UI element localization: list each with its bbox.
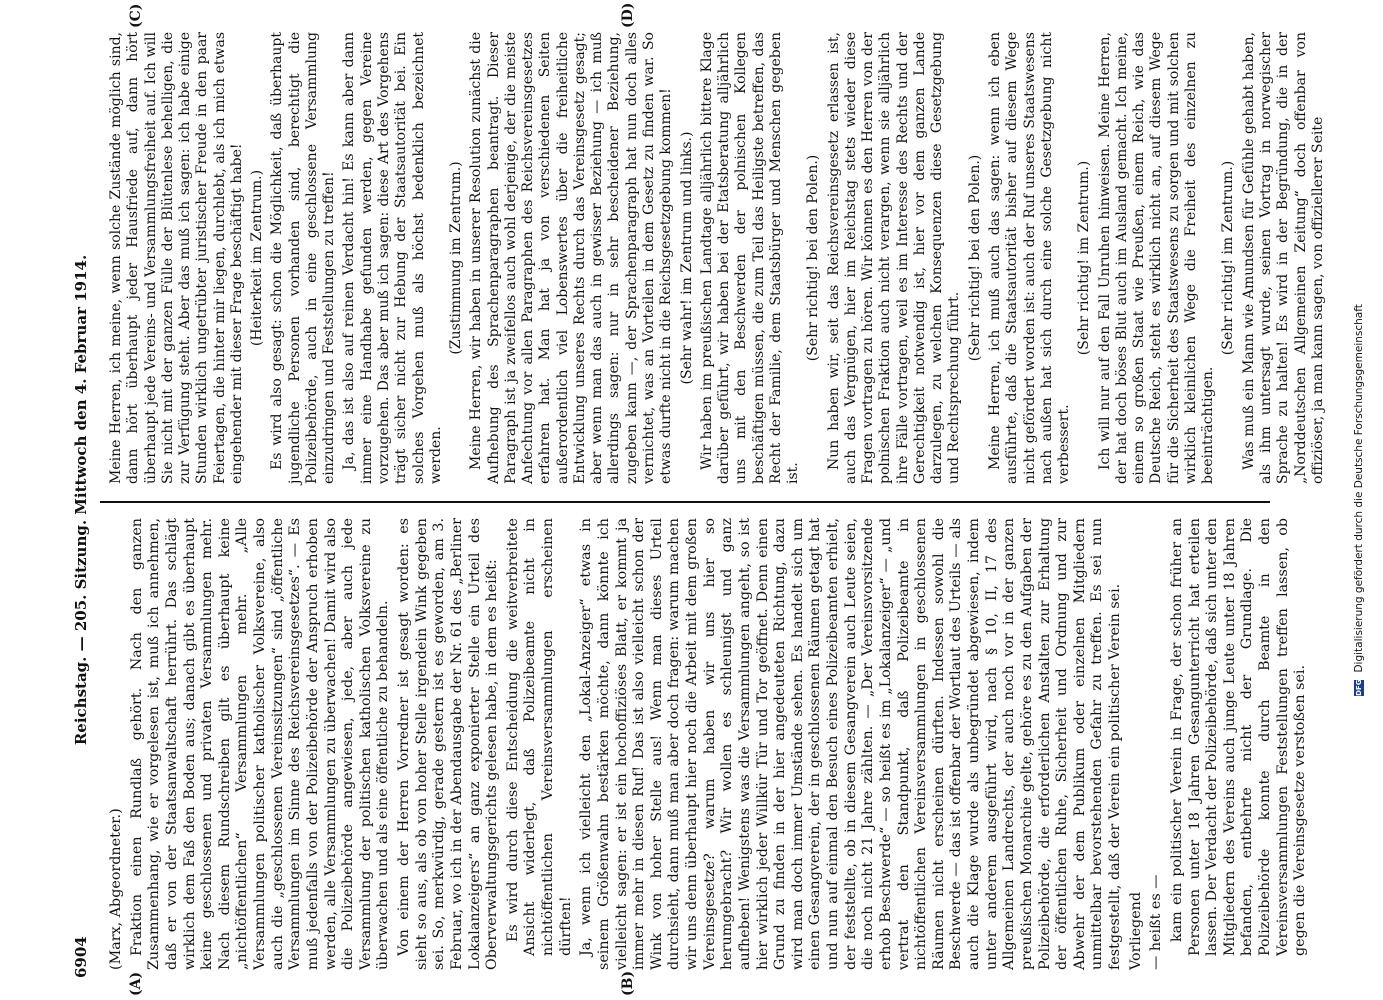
page-number: 6904 bbox=[72, 936, 90, 978]
right-column-paragraph: (Sehr richtig! im Zentrum.) bbox=[1220, 160, 1237, 356]
left-column-paragraph: Vorliegend bbox=[1127, 891, 1144, 970]
right-column-paragraph: Wir haben im preußischen Landtage alljährlich bittere Klage darüber geführt, wir haben bei der Etatsberatung alljährlich uns mit den Beschwerden der polnischen Kollegen beschäftigen müssen, die zum Teil das Heiligste betreffen, das Recht der Familie, dem Staatsbürger und Menschen gegeben ist. bbox=[698, 32, 802, 484]
left-column-paragraph: — heißt es — bbox=[1148, 874, 1165, 970]
right-column-paragraph: Was muß ein Mann wie Amundsen für Gefühle gehabt haben, als ihm untersagt wurde, seinen Vortrag in norwegischer Sprache zu halten! Es wird in der Begründung, die in der „Norddeutschen Allgemeinen Zeitung“ doch offenbar von offiziöser, ja man kann sagen, von offiziellerer Seite bbox=[1240, 32, 1326, 484]
footer-credit bbox=[1353, 0, 1365, 1000]
right-column-paragraph: (Sehr wahr! im Zentrum und links.) bbox=[678, 131, 695, 385]
right-column-paragraph: Ich will nur auf den Fall Unruhen hinweisen. Meine Herren, der hat doch böses Blut auch im Ausland gemacht. Ich meine, einem so großen Staat wie Preußen, einem Reich, wie das Deutsche Reich, steht es wirklich nicht an, auf diesem Wege für die Sicherheit des Staatswesens zu sorgen und mit solchen wirklich kleinlichen Wege die Freiheit des einzelnen zu beeinträchtigen. bbox=[1096, 32, 1217, 484]
right-column-paragraph: (Zustimmung im Zentrum.) bbox=[448, 161, 465, 355]
left-column-paragraph: Fraktion einen Rundlaß gehört. Nach den ganzen Zusammenhang, wie er vorgelesen ist, muß ich annehmen, daß er von der Staatsanwaltschaft herrührt. Das schlägt wirklich dem Faß den Boden aus; danach gibt es überhaupt keine geschlossenen und privaten Versammlungen mehr. Nach diesem Rundschreiben gilt es überhaupt keine „nichtöffentlichen“ Versammlungen mehr. „Alle Versammlungen politischer katholischer Volksvereine, also auch die „geschlossenen Vereinssitzungen“ sind „öffentliche Versammlungen im Sinne des Reichsvereinsgesetzes“. — Es muß jedenfalls von der Polizeibehörde der Anspruch erhoben werden, alle Versammlungen zu überwachen! Damit wird also die Polizeibehörde angewiesen, jede, aber auch jede Versammlung der politischen katholischen Volksvereine zu überwachen und als eine öffentliche zu behandeln. bbox=[128, 518, 392, 970]
right-column-paragraph: (Sehr richtig! bei den Polen.) bbox=[966, 154, 983, 362]
right-column-paragraph: (Heiterkeit im Zentrum.) bbox=[249, 169, 266, 347]
dfg-logo-icon: DFG bbox=[1355, 679, 1363, 696]
left-column-paragraph: Ja, wenn ich vielleicht den „Lokal-Anzeiger“ etwas in seinem Größenwahn bestärken möchte, dann könnte ich vielleicht sagen: er ist ein hochoffiziöses Blatt, er kommt ja immer mehr in diesen Ruf! Das ist also vielleicht schon der Wink von hoher Stelle aus! Wenn man dieses Urteil durchsieht, dann muß man aber doch fragen: warum machen wir uns denn überhaupt hier noch die Arbeit mit dem großen Vereinsgesetze? warum haben wir uns hier so herumgebracht? Wir wollen es schleunigst und ganz aufheben! Wenigstens was die Versammlungen angeht, so ist hier wirklich jeder Willkür Tür und Tor geöffnet. Denn einen Grund zu finden in der hier angedeuteten Richtung, dazu wird man doch immer Umstände sehen. Es handelt sich um einen Gesangverein, der in geschlossenen Räumen getagt hat und nun auf einmal den Besuch eines Polizeibeamten erhielt, der feststellte, ob in diesem Gesangverein auch Leute seien, die noch nicht 21 Jahre zählten. — „Der Vereinsvorsitzende erhob Beschwerde“ — so heißt es im „Lokalanzeiger“ — „und vertrat den Standpunkt, daß Polizeibeamte in nichtöffentlichen Vereinsversammlungen in geschlossenen Räumen nicht erscheinen dürften. Indessen sowohl die Beschwerde — das ist offenbar der Wortlaut des Urteils — als auch die Klage wurde als unbegründet abgewiesen, indem unter anderem ausgeführt wird, nach § 10, II, 17 des Allgemeinen Landrechts, der auch noch vor in der ganzen preußischen Monarchie gelte, gehöre es zu den Aufgaben der Polizeibehörde, die erforderlichen Anstalten zur Erhaltung der öffentlichen Ruhe, Sicherheit und Ordnung und zur Abwehr der dem Publikum oder einzelnen Mitgliedern unmittelbar bevorstehenden Gefahr zu treffen. Es sei nun festgestellt, daß der Verein ein politischer Verein sei. bbox=[578, 518, 1123, 970]
margin-marker-d: (D) bbox=[620, 2, 636, 28]
right-column-paragraph: Meine Herren, wir haben in unserer Resolution zunächst die Aufhebung des Sprachenparagraphen beantragt. Dieser Paragraph ist ja zweifellos auch wohl derjenige, der die meiste Anfechtung vor allen Paragraphen des Reichsvereinsgesetzes erfahren hat. Man hat ja von verschiedenen Seiten außerordentlich viel Lobenswertes über die freiheitliche Entwicklung unseres Rechts durch das Vereinsgesetz gesagt; aber wenn man das auch in gewisser Beziehung — ich muß allerdings sagen: nur in sehr bescheidener Beziehung, zugeben kann —, der Sprachenparagraph hat nun doch alles vernichtet, was an Vorteilen in dem Gesetz zu finden war. So etwas durfte nicht in die Reichsgesetzgebung kommen! bbox=[468, 32, 675, 484]
right-column-paragraph: Ja, das ist also auf reinen Verdacht hin! Es kann aber dann immer eine Handhabe gefunden werden, gegen Vereine vorzugehen. Das aber muß ich sagen: diese Art des Vorgehens trägt sicher nicht zur Hebung der Staatsautorität bei. Ein solches Vorgehen muß als höchst bedenklich bezeichnet werden. bbox=[341, 32, 444, 484]
right-column-paragraph: (Sehr richtig! im Zentrum.) bbox=[1076, 160, 1093, 356]
left-column-paragraph: (Marx, Abgeordneter.) bbox=[108, 808, 124, 970]
page-header bbox=[72, 0, 112, 1000]
right-text-column bbox=[108, 32, 1330, 484]
column-divider bbox=[100, 501, 1270, 503]
right-column-paragraph: Es wird also gesagt: schon die Möglichkeit, daß überhaupt jugendliche Personen vorhanden sind, berechtigt die Polizeibehörde, auch in eine geschlossene Versammlung einzudringen und Feststellungen zu treffen! bbox=[269, 32, 338, 484]
margin-marker-a: (A) bbox=[128, 971, 144, 996]
left-column-paragraph: kam ein politischer Verein in Frage, der schon früher an Personen unter 18 Jahren Gesangunterricht hat erteilen lassen. Der Verdacht der Polizeibehörde, daß sich unter den Mitgliedern des Vereins auch junge Leute unter 18 Jahren befanden, entbehrte nicht der Grundlage. Die Polizeibehörde konnte durch Beamte in den Vereinsversammlungen Feststellungen treffen lassen, ob gegen die Vereinsgesetze verstoßen sei. bbox=[1168, 518, 1309, 956]
left-column-paragraph: Von einem der Herren Vorredner ist gesagt worden: es sieht so aus, als ob von hoher Stelle irgendein Wink gegeben sei. So, merkwürdig, gerade gestern ist es geworden, am 3. Februar, wo ich in der Abendausgabe der Nr. 61 des „Berliner Lokalanzeigers“ an ganz exponierter Stelle ein Urteil des Oberverwaltungsgerichts gelesen habe, in dem es heißt: bbox=[396, 518, 501, 970]
right-column-paragraph: Nun haben wir, seit das Reichsvereinsgesetz erlassen ist, auch das Vergnügen, hier im Reichstag stets wieder diese Fragen vortragen zu hören. Wir können es den Herren von der polnischen Fraktion auch nicht verargen, wenn sie alljährlich ihre Fälle vortragen, weil es im Interesse des Rechts und der Gerechtigkeit notwendig ist, hier vor dem ganzen Lande darzulegen, zu welchen Konsequenzen diese Gesetzgebung und Rechtsprechung führt. bbox=[825, 32, 963, 484]
margin-marker-c: (C) bbox=[128, 3, 144, 28]
margin-marker-b: (B) bbox=[620, 970, 636, 996]
page-title: Reichstag. — 205. Sitzung. Mittwoch den 4. Februar 1914. bbox=[72, 254, 90, 746]
right-column-paragraph: Meine Herren, ich muß auch das sagen: wenn ich eben ausführte, daß die Staatsautorität bisher auf diesem Wege nicht gefördert worden ist: auch der Ruf unseres Staatswesens nach außen hat sich durch eine solche Gesetzgebung nicht verbessert. bbox=[987, 32, 1073, 484]
footer-credit-text: Digitalisierung gefördert durch die Deutsche Forschungsgemeinschaft bbox=[1353, 304, 1365, 673]
left-text-column bbox=[108, 518, 1313, 970]
left-column-paragraph: Es wird durch diese Entscheidung die weitverbreitete Ansicht widerlegt, daß Polizeibeamte nicht in nichtöffentlichen Vereinsversammlungen erscheinen dürften! bbox=[504, 518, 574, 956]
right-column-paragraph: Meine Herren, ich meine, wenn solche Zustände möglich sind, dann hört überhaupt jeder Hausfriede auf, dann hört überhaupt jede Vereins- und Versammlungsfreiheit auf. Ich will Sie nicht mit der ganzen Fülle der Blütenlese behelligen, die zur Verfügung steht. Aber das muß ich sagen: ich habe einige Stunden wirklich ungetrübter juristischer Freude in den paar Feiertagen, die hinter mir liegen, durchlebt, als ich mich etwas eingehender mit dieser Frage beschäftigt habe! bbox=[108, 32, 245, 484]
right-column-paragraph: (Sehr richtig! bei den Polen.) bbox=[805, 154, 822, 362]
